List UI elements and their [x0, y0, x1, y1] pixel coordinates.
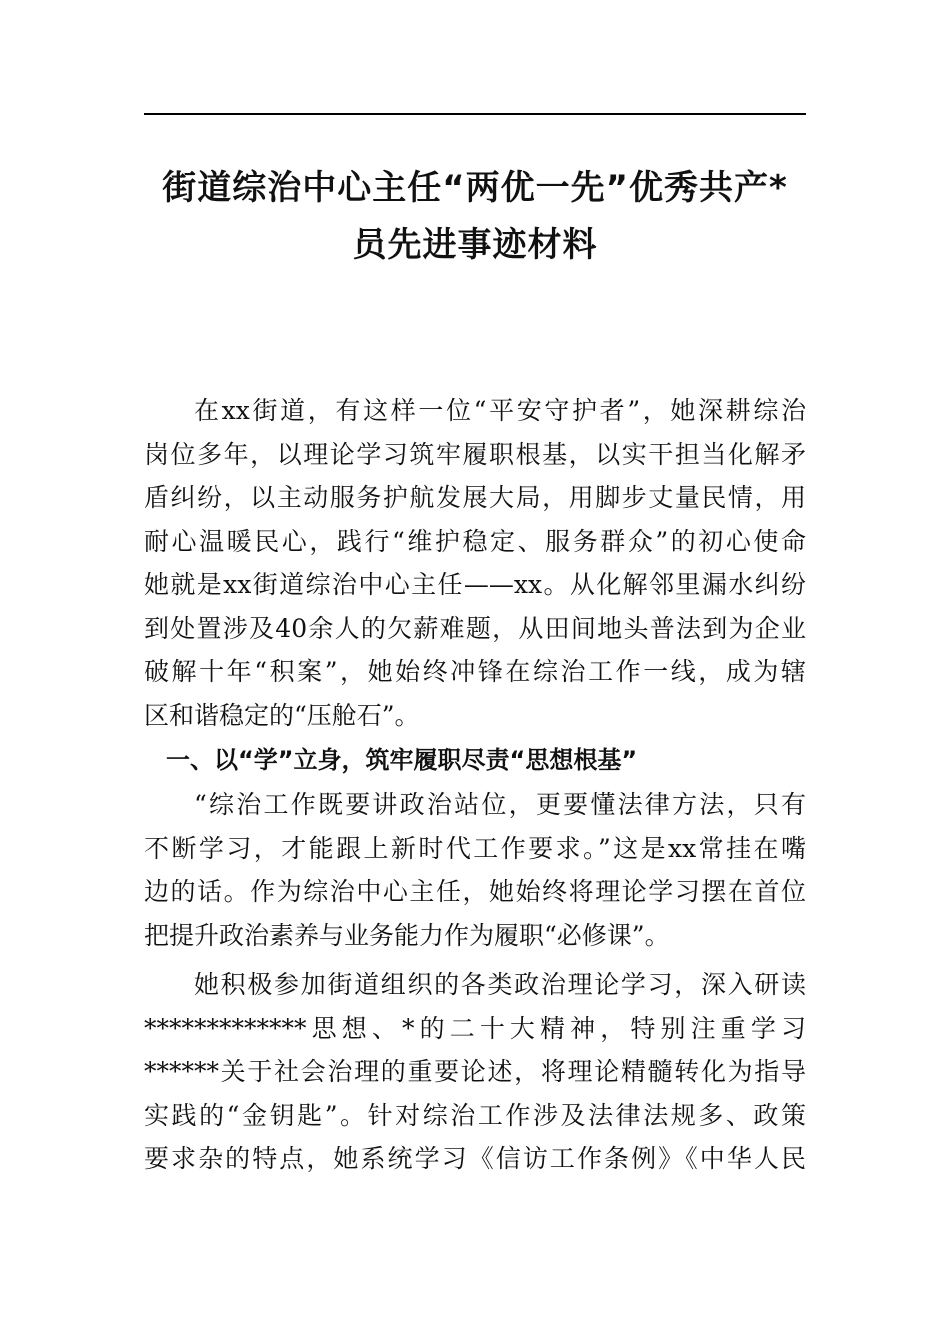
document-body: [144, 389, 806, 1181]
text-line: 要求杂的特点，她系统学习《信访工作条例》《中华人民: [144, 1144, 806, 1173]
text-line: 在xx街道，有这样一位“平安守护者”，她深耕综治: [194, 396, 806, 425]
text-line: 破解十年“积案”，她始终冲锋在综治工作一线，成为辖: [144, 657, 806, 686]
title-line: 街道综治中心主任“两优一先”优秀共产*: [162, 168, 788, 208]
text-line: 到处置涉及40余人的欠薪难题，从田间地头普法到为企业: [144, 613, 806, 643]
header-rule: [144, 113, 806, 115]
paragraph-study: [144, 963, 806, 1181]
text-line: ******关于社会治理的重要论述，将理论精髓转化为指导: [144, 1057, 806, 1086]
document-title: [144, 160, 806, 274]
text-line: 耐心温暖民心，践行“维护稳定、服务群众”的初心使命: [144, 526, 806, 556]
text-line: 把提升政治素养与业务能力作为履职“必修课”。: [144, 920, 670, 950]
text-line: 区和谐稳定的“压舱石”。: [144, 700, 420, 730]
text-line: *************思想、*的二十大精神，特别注重学习: [144, 1013, 806, 1043]
text-line: 边的话。作为综治中心主任，她始终将理论学习摆在首位: [144, 877, 806, 906]
text-line: 不断学习，才能跟上新时代工作要求。”这是xx常挂在嘴: [144, 833, 806, 863]
text-line: 岗位多年，以理论学习筑牢履职根基，以实干担当化解矛: [144, 439, 806, 469]
paragraph-quote: [144, 783, 806, 957]
text-line: 盾纠纷，以主动服务护航发展大局，用脚步丈量民情，用: [144, 483, 806, 512]
text-line: 她积极参加街道组织的各类政治理论学习，深入研读: [194, 970, 806, 999]
paragraph-intro: [144, 389, 806, 737]
text-line: “综治工作既要讲政治站位，更要懂法律方法，只有: [194, 790, 806, 819]
text-line: 实践的“金钥匙”。针对综治工作涉及法律法规多、政策: [144, 1100, 806, 1130]
text-line: 她就是xx街道综治中心主任——xx。从化解邻里漏水纠纷: [144, 570, 806, 599]
title-line: 员先进事迹材料: [352, 225, 598, 265]
section-heading: 一、以“学”立身，筑牢履职尽责“思想根基”: [166, 746, 638, 774]
